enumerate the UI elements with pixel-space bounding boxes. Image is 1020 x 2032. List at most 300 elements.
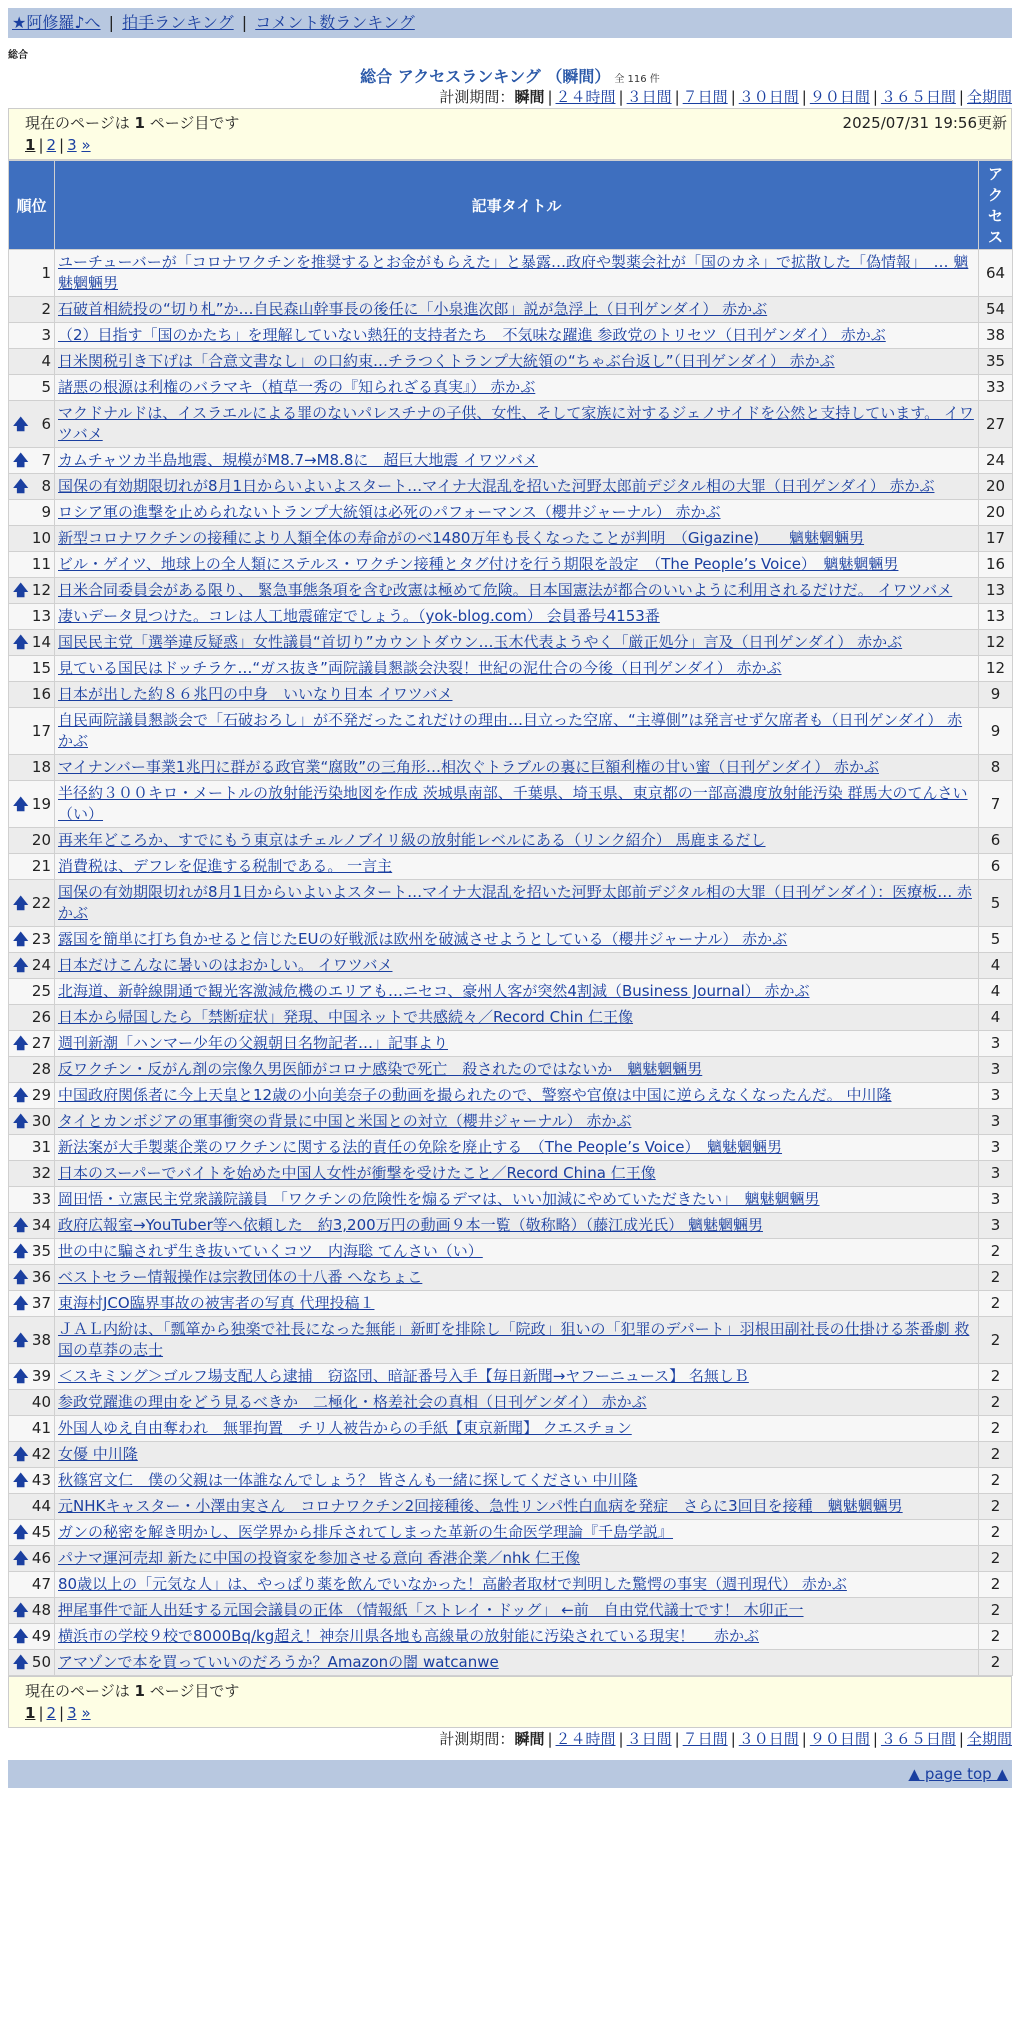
header-title: 記事タイトル [55,161,979,250]
pager-separator: | [38,1704,44,1722]
access-count: 3 [979,1057,1013,1083]
access-count: 38 [979,323,1013,349]
rank-number: 22 [31,893,51,912]
rank-cell [9,526,55,552]
article-link[interactable]: カムチャツカ半島地震、規模がM8.7→M8.8に 超巨大地震 イワツバメ [58,451,538,469]
title-cell [55,656,979,682]
title-cell [55,1390,979,1416]
rank-cell [9,1598,55,1624]
rank-number: 37 [31,1294,51,1312]
article-link[interactable]: 外国人ゆえ自由奪われ 無罪拘置 チリ人被告からの手紙【東京新聞】 クエスチョン [58,1419,632,1437]
period-label: 計測期間： [439,88,515,106]
ranking-table [8,160,1013,1676]
title-cell [55,953,979,979]
access-count: 2 [979,1546,1013,1572]
access-count: 2 [979,1317,1013,1364]
article-link[interactable]: 国保の有効期限切れが8月1日からいよいよスタート…マイナ大混乱を招いた河野太郎前デジタル相の大罪（日刊ゲンダイ）：医療板… 赤かぶ [58,883,972,922]
article-link[interactable]: 日本のスーパーでバイトを始めた中国人女性が衝撃を受けたこと／Record China 仁王像 [58,1164,656,1182]
period-link[interactable]: ３６５日間 [880,88,956,106]
rank-cell [9,250,55,297]
table-row [9,552,1013,578]
article-link[interactable]: アマゾンで本を買っていいのだろうか？Amazonの闇 watcanwe [58,1653,499,1671]
rank-number: 21 [31,857,51,875]
table-row [9,1572,1013,1598]
period-separator: | [958,1730,964,1748]
rank-cell [9,448,55,474]
access-count: 3 [979,1161,1013,1187]
period-link[interactable]: 全期間 [966,88,1012,106]
access-count: 20 [979,500,1013,526]
rank-cell [9,297,55,323]
arrow-up-icon: 🡅 [13,893,29,912]
rank-number: 15 [31,659,51,677]
arrow-up-icon: 🡅 [13,1367,29,1385]
title-cell [55,375,979,401]
access-count: 17 [979,526,1013,552]
rank-cell [9,349,55,375]
article-link[interactable]: 東海村JCO臨界事故の被害者の写真 代理投稿１ [58,1294,375,1312]
title-cell [55,828,979,854]
rank-number: 43 [31,1471,51,1489]
arrow-up-icon: 🡅 [13,1086,29,1104]
article-link[interactable]: 反ワクチン・反がん剤の宗像久男医師がコロナ感染で死亡 殺されたのではないか 魑魅魍魎男 [58,1060,703,1078]
title-cell [55,755,979,781]
article-link[interactable]: ユーチューバーが「コロナワクチンを推奨するとお金がもらえた」と暴露…政府や製薬会社が「国のカネ」で拡散した「偽情報」 … 魑魅魍魎男 [58,253,969,292]
article-link[interactable]: 消費税は、デフレを促進する税制である。 一言主 [58,857,393,875]
pager-separator: | [38,136,44,154]
article-link[interactable]: 女優 中川隆 [58,1445,138,1463]
rank-cell [9,1161,55,1187]
access-count: 2 [979,1468,1013,1494]
article-link[interactable]: 岡田悟・立憲民主党衆議院議員 「ワクチンの危険性を煽るデマは、いい加減にやめていただきたい」 魑魅魍魎男 [58,1190,820,1208]
rank-number: 38 [31,1330,51,1349]
access-count: 3 [979,1109,1013,1135]
table-row [9,1520,1013,1546]
article-link[interactable]: ガンの秘密を解き明かし、医学界から排斥されてしまった革新の生命医学理論『千島学説』 [58,1523,674,1541]
period-link[interactable]: ３日間 [626,88,672,106]
rank-number: 17 [31,721,51,740]
period-separator: | [618,88,624,106]
title-cell [55,1187,979,1213]
article-link[interactable]: ＜スキミング＞ゴルフ場支配人ら逮捕 窃盗団、暗証番号入手【毎日新聞→ヤフーニュース】 名無しＢ [58,1367,749,1385]
current-page-text: 現在のページは 1 ページ目です [25,114,240,132]
rank-cell [9,1109,55,1135]
article-link[interactable]: 日米関税引き下げは「合意文書なし」の口約束…チラつくトランプ大統領の“ちゃぶ台返し”（日刊ゲンダイ） 赤かぶ [58,352,835,370]
article-link[interactable]: 80歳以上の「元気な人」は、やっぱり薬を飲んでいなかった！高齢者取材で判明した驚愕の事実（週刊現代） 赤かぶ [58,1575,847,1593]
table-row [9,1442,1013,1468]
rank-cell [9,1390,55,1416]
title-cell [55,323,979,349]
access-count: 33 [979,375,1013,401]
arrow-up-icon: 🡅 [13,1601,29,1619]
article-link[interactable]: 日米合同委員会がある限り、 緊急事態条項を含む改憲は極めて危険。日本国憲法が都合のいいように利用されるだけだ。 イワツバメ [58,581,953,599]
current-page-text: 現在のページは 1 ページ目です [25,1682,240,1700]
period-link[interactable]: ７日間 [682,1730,728,1748]
period-separator: | [547,1730,553,1748]
title-cell [55,1364,979,1390]
pager-separator: | [59,1704,65,1722]
article-link[interactable]: ビル・ゲイツ、地球上の全人類にステルス・ワクチン接種とタグ付けを行う期限を設定 （The People’s Voice） 魑魅魍魎男 [58,555,899,573]
table-row [9,656,1013,682]
title-cell [55,1572,979,1598]
rank-cell [9,755,55,781]
access-count: 13 [979,578,1013,604]
access-count: 12 [979,630,1013,656]
access-count: 35 [979,349,1013,375]
rank-number: 23 [31,930,51,948]
access-count: 2 [979,1494,1013,1520]
rank-number: 35 [31,1242,51,1260]
table-row [9,828,1013,854]
table-row [9,979,1013,1005]
rank-cell [9,1364,55,1390]
updated-timestamp: 2025/07/31 19:56更新 [842,114,1007,132]
access-count: 24 [979,448,1013,474]
pager-next-link[interactable]: » [81,136,91,154]
rank-cell [9,401,55,448]
period-link[interactable]: ９０日間 [809,88,870,106]
title-cell [55,1468,979,1494]
period-link[interactable]: 全期間 [966,1730,1012,1748]
page-title-block [8,64,1012,86]
arrow-up-icon: 🡅 [13,633,29,651]
article-link[interactable]: パナマ運河売却 新たに中国の投資家を参加させる意向 香港企業／nhk 仁王像 [58,1549,581,1567]
period-link[interactable]: ２４時間 [555,88,616,106]
rank-cell [9,927,55,953]
period-separator: | [674,1730,680,1748]
table-row [9,526,1013,552]
access-count: 7 [979,781,1013,828]
title-cell [55,1109,979,1135]
article-link[interactable]: 政府広報室→YouTuber等へ依頼した 約3,200万円の動画９本一覧（敬称略）（藤江成光氏） 魑魅魍魎男 [58,1216,763,1234]
table-row [9,1161,1013,1187]
arrow-up-icon: 🡅 [13,1034,29,1052]
rank-cell [9,1546,55,1572]
arrow-up-icon: 🡅 [13,1268,29,1286]
table-row [9,474,1013,500]
rank-number: 33 [31,1190,51,1208]
arrow-up-icon: 🡅 [13,1627,29,1645]
title-cell [55,630,979,656]
rank-number: 41 [31,1419,51,1437]
arrow-up-icon: 🡅 [13,414,29,433]
article-link[interactable]: 諸悪の根源は利権のバラマキ（植草一秀の『知られざる真実』） 赤かぶ [58,378,536,396]
table-row [9,1057,1013,1083]
title-cell [55,1083,979,1109]
rank-number: 47 [31,1575,51,1593]
rank-number: 45 [31,1523,51,1541]
access-count: 64 [979,250,1013,297]
article-link[interactable]: 日本が出した約８６兆円の中身 いいなり日本 イワツバメ [58,685,453,703]
access-count: 2 [979,1239,1013,1265]
access-count: 6 [979,854,1013,880]
period-link[interactable]: ３０日間 [738,88,799,106]
rank-number: 6 [41,414,51,433]
period-selector-bottom [8,1728,1012,1750]
access-count: 4 [979,1005,1013,1031]
access-count: 2 [979,1390,1013,1416]
page-title: 総合 アクセスランキング （瞬間） [360,67,611,86]
article-link[interactable]: 新型コロナワクチンの接種により人類全体の寿命がのべ1480万年も長くなったことが判明 （Gigazine) 魑魅魍魎男 [58,529,865,547]
access-count: 3 [979,1187,1013,1213]
article-link[interactable]: 国保の有効期限切れが8月1日からいよいよスタート…マイナ大混乱を招いた河野太郎前デジタル相の大罪（日刊ゲンダイ） 赤かぶ [58,477,935,495]
article-link[interactable]: 押尾事件で証人出廷する元国会議員の正体 （情報紙「ストレイ・ドッグ」 ←前 自由党代議士です！ 木卯正一 [58,1601,804,1619]
article-link[interactable]: 日本だけこんなに暑いのはおかしい。 イワツバメ [58,956,393,974]
title-cell [55,1057,979,1083]
access-count: 8 [979,755,1013,781]
access-count: 3 [979,1083,1013,1109]
table-row [9,375,1013,401]
period-separator: | [674,88,680,106]
article-link[interactable]: 横浜市の学校９校で8000Bq/kg超え！神奈川県各地も高線量の放射能に汚染されている現実！ 赤かぶ [58,1627,760,1645]
title-cell [55,1546,979,1572]
access-count: 3 [979,1213,1013,1239]
article-link[interactable]: 参政党躍進の理由をどう見るべきか 二極化・格差社会の真相（日刊ゲンダイ） 赤かぶ [58,1393,647,1411]
table-row [9,1624,1013,1650]
title-cell [55,1161,979,1187]
rank-cell [9,1031,55,1057]
access-count: 2 [979,1364,1013,1390]
pager-page-link[interactable]: 2 [46,1704,57,1722]
rank-number: 16 [31,685,51,703]
article-link[interactable]: 世の中に騙されず生き抜いていくコツ 内海聡 てんさい（い） [58,1242,483,1260]
article-link[interactable]: 週刊新潮「ハンマー少年の父親朝日名物記者…」記事より [58,1034,449,1052]
rank-number: 13 [31,607,51,625]
arrow-up-icon: 🡅 [13,1294,29,1312]
rank-number: 24 [31,956,51,974]
rank-cell [9,781,55,828]
article-link[interactable]: ロシア軍の進撃を止められないトランプ大統領は必死のパフォーマンス（櫻井ジャーナル） 赤かぶ [58,503,721,521]
rank-number: 50 [31,1653,51,1671]
rank-number: 19 [31,794,51,813]
table-row [9,1031,1013,1057]
arrow-up-icon: 🡅 [13,956,29,974]
table-row [9,401,1013,448]
rank-cell [9,1213,55,1239]
rank-cell [9,1187,55,1213]
arrow-up-icon: 🡅 [13,1330,29,1349]
period-link[interactable]: ９０日間 [809,1730,870,1748]
rank-number: 28 [31,1060,51,1078]
table-row [9,953,1013,979]
rank-number: 30 [31,1112,51,1130]
item-count: 全 116 件 [614,74,660,85]
period-separator: | [872,88,878,106]
rank-number: 5 [41,378,51,396]
access-count: 4 [979,953,1013,979]
title-cell [55,1650,979,1676]
arrow-up-icon: 🡅 [13,1653,29,1671]
title-cell [55,578,979,604]
table-row [9,1265,1013,1291]
clap-ranking-link[interactable]: 拍手ランキング [122,13,234,32]
rank-cell [9,1520,55,1546]
access-count: 4 [979,979,1013,1005]
rank-cell [9,1468,55,1494]
rank-cell [9,1135,55,1161]
rank-number: 25 [31,982,51,1000]
article-link[interactable]: 元NHKキャスター・小澤由実さん コロナワクチン2回接種後、急性リンパ性白血病を発症 さらに3回目を接種 魑魅魍魎男 [58,1497,903,1515]
rank-number: 32 [31,1164,51,1182]
article-link[interactable]: 秋篠宮文仁 僕の父親は一体誰なんでしょう？ 皆さんも一緒に探してください 中川隆 [58,1471,638,1489]
period-separator: | [801,1730,807,1748]
pager-top [8,108,1012,160]
home-link[interactable]: ★阿修羅♪へ [12,13,101,32]
pager-links [25,1702,1007,1724]
access-count: 2 [979,1520,1013,1546]
period-link[interactable]: ２４時間 [555,1730,616,1748]
access-count: 3 [979,1031,1013,1057]
period-link[interactable]: ３日間 [626,1730,672,1748]
article-link[interactable]: 中国政府関係者に今上天皇と12歳の小向美奈子の動画を撮られたので、警察や官僚は中国に逆らえなくなったんだ。 中川隆 [58,1086,892,1104]
article-link[interactable]: （2）目指す「国のかたち」を理解していない熱狂的支持者たち 不気味な躍進 参政党のトリセツ（日刊ゲンダイ） 赤かぶ [58,326,886,344]
title-cell [55,604,979,630]
title-cell [55,1598,979,1624]
rank-number: 10 [31,529,51,547]
article-link[interactable]: マイナンバー事業1兆円に群がる政官業“腐敗”の三角形…相次ぐトラブルの裏に巨額利権の甘い蜜（日刊ゲンダイ） 赤かぶ [58,758,879,776]
access-count: 9 [979,708,1013,755]
rank-cell [9,1442,55,1468]
article-link[interactable]: ベストセラー情報操作は宗教団体の十八番 へなちょこ [58,1268,423,1286]
title-cell [55,552,979,578]
title-cell [55,1442,979,1468]
title-cell [55,781,979,828]
access-count: 3 [979,1135,1013,1161]
period-link[interactable]: ３０日間 [738,1730,799,1748]
rank-number: 27 [31,1034,51,1052]
article-link[interactable]: ＪＡＬ内紛は、「瓢箪から独楽で社長になった無能」新町を排除し「院政」狙いの「犯罪のデパート」羽根田副社長の仕掛ける茶番劇 救国の草莽の志士 [58,1320,970,1359]
period-link[interactable]: ７日間 [682,88,728,106]
pager-current-page: 1 [25,136,36,154]
rank-cell [9,500,55,526]
table-row [9,682,1013,708]
article-link[interactable]: 国民民主党「選挙違反疑惑」女性議員“首切り”カウントダウン…玉木代表ようやく「厳正処分」言及（日刊ゲンダイ） 赤かぶ [58,633,903,651]
rank-cell [9,1624,55,1650]
rank-cell [9,1650,55,1676]
table-row [9,1468,1013,1494]
top-nav [8,8,1012,38]
arrow-up-icon: 🡅 [13,1216,29,1234]
access-count: 54 [979,297,1013,323]
access-count: 2 [979,1598,1013,1624]
table-row [9,1239,1013,1265]
rank-cell [9,708,55,755]
article-link[interactable]: タイとカンボジアの軍事衝突の背景に中国と米国との対立（櫻井ジャーナル） 赤かぶ [58,1112,632,1130]
article-link[interactable]: 石破首相続投の“切り札”か…自民森山幹事長の後任に「小泉進次郎」説が急浮上（日刊ゲンダイ） 赤かぶ [58,300,768,318]
table-row [9,1213,1013,1239]
table-row [9,708,1013,755]
rank-cell [9,1005,55,1031]
title-cell [55,1213,979,1239]
table-row [9,854,1013,880]
article-link[interactable]: 北海道、新幹線開通で観光客激減危機のエリアも…ニセコ、豪州人客が突然4割減（Business Journal） 赤かぶ [58,982,810,1000]
article-link[interactable]: 再来年どころか、すでにもう東京はチェルノブイリ級の放射能レベルにある（リンク紹介） 馬鹿まるだし [58,831,766,849]
rank-number: 29 [31,1086,51,1104]
table-row [9,1109,1013,1135]
rank-number: 26 [31,1008,51,1026]
table-row [9,755,1013,781]
title-cell [55,401,979,448]
table-row [9,448,1013,474]
arrow-up-icon: 🡅 [13,1445,29,1463]
title-cell [55,1520,979,1546]
rank-number: 12 [31,581,51,599]
access-count: 27 [979,401,1013,448]
rank-number: 40 [31,1393,51,1411]
arrow-up-icon: 🡅 [13,1112,29,1130]
rank-cell [9,1083,55,1109]
article-link[interactable]: 凄いデータ見つけた。コレは人工地震確定でしょう。（yok-blog.com） 会員番号4153番 [58,607,660,625]
table-row [9,1317,1013,1364]
header-rank: 順位 [9,161,55,250]
rank-cell [9,1265,55,1291]
access-count: 5 [979,927,1013,953]
table-row [9,1546,1013,1572]
rank-cell [9,1317,55,1364]
pager-next-link[interactable]: » [81,1704,91,1722]
title-cell [55,1624,979,1650]
comment-ranking-link[interactable]: コメント数ランキング [255,13,415,32]
title-cell [55,1135,979,1161]
header-access: アクセス [979,161,1013,250]
table-row [9,500,1013,526]
bottom-bar [8,1760,1012,1788]
rank-cell [9,604,55,630]
pager-page-link[interactable]: 3 [67,136,77,154]
pager-page-link[interactable]: 2 [46,136,57,154]
arrow-up-icon: 🡅 [13,1242,29,1260]
access-count: 2 [979,1650,1013,1676]
article-link[interactable]: 自民両院議員懇談会で「石破おろし」が不発だったこれだけの理由…目立った空席、“主導側”は発言せず欠席者も（日刊ゲンダイ） 赤かぶ [58,711,963,750]
title-cell [55,1317,979,1364]
pager-links [25,134,1007,156]
title-cell [55,474,979,500]
arrow-up-icon: 🡅 [13,1549,29,1567]
title-cell [55,1494,979,1520]
period-link[interactable]: ３６５日間 [880,1730,956,1748]
table-row [9,1005,1013,1031]
nav-separator: | [108,13,115,32]
article-link[interactable]: マクドナルドは、イスラエルによる罪のないパレスチナの子供、女性、そして家族に対するジェノサイドを公然と支持しています。 イワツバメ [58,404,974,443]
article-link[interactable]: 日本から帰国したら「禁断症状」発現、中国ネットで共感続々／Record Chin 仁王像 [58,1008,634,1026]
title-cell [55,1291,979,1317]
article-link[interactable]: 見ている国民はドッチラケ…“ガス抜き”両院議員懇談会決裂！世紀の泥仕合の今後（日刊ゲンダイ） 赤かぶ [58,659,782,677]
title-cell [55,297,979,323]
period-separator: | [730,88,736,106]
article-link[interactable]: 半径約３００キロ・メートルの放射能汚染地図を作成 茨城県南部、千葉県、埼玉県、東京都の一部高濃度放射能汚染 群馬大のてんさい（い） [58,784,968,823]
access-count: 16 [979,552,1013,578]
rank-number: 8 [41,477,51,495]
pager-page-link[interactable]: 3 [67,1704,77,1722]
table-row [9,1291,1013,1317]
article-link[interactable]: 新法案が大手製薬企業のワクチンに関する法的責任の免除を廃止する （The People’s Voice） 魑魅魍魎男 [58,1138,783,1156]
period-current: 瞬間 [514,88,545,106]
rank-cell [9,953,55,979]
rank-cell [9,1572,55,1598]
rank-number: 14 [31,633,51,651]
article-link[interactable]: 露国を簡単に打ち負かせると信じたEUの好戦派は欧州を破滅させようとしている（櫻井ジャーナル） 赤かぶ [58,930,788,948]
table-row [9,323,1013,349]
access-count: 2 [979,1572,1013,1598]
rank-cell [9,323,55,349]
title-cell [55,979,979,1005]
table-row [9,1083,1013,1109]
access-count: 6 [979,828,1013,854]
title-cell [55,1239,979,1265]
access-count: 20 [979,474,1013,500]
rank-number: 11 [31,555,51,573]
page-top-link[interactable]: ▲ page top ▲ [908,1765,1008,1783]
